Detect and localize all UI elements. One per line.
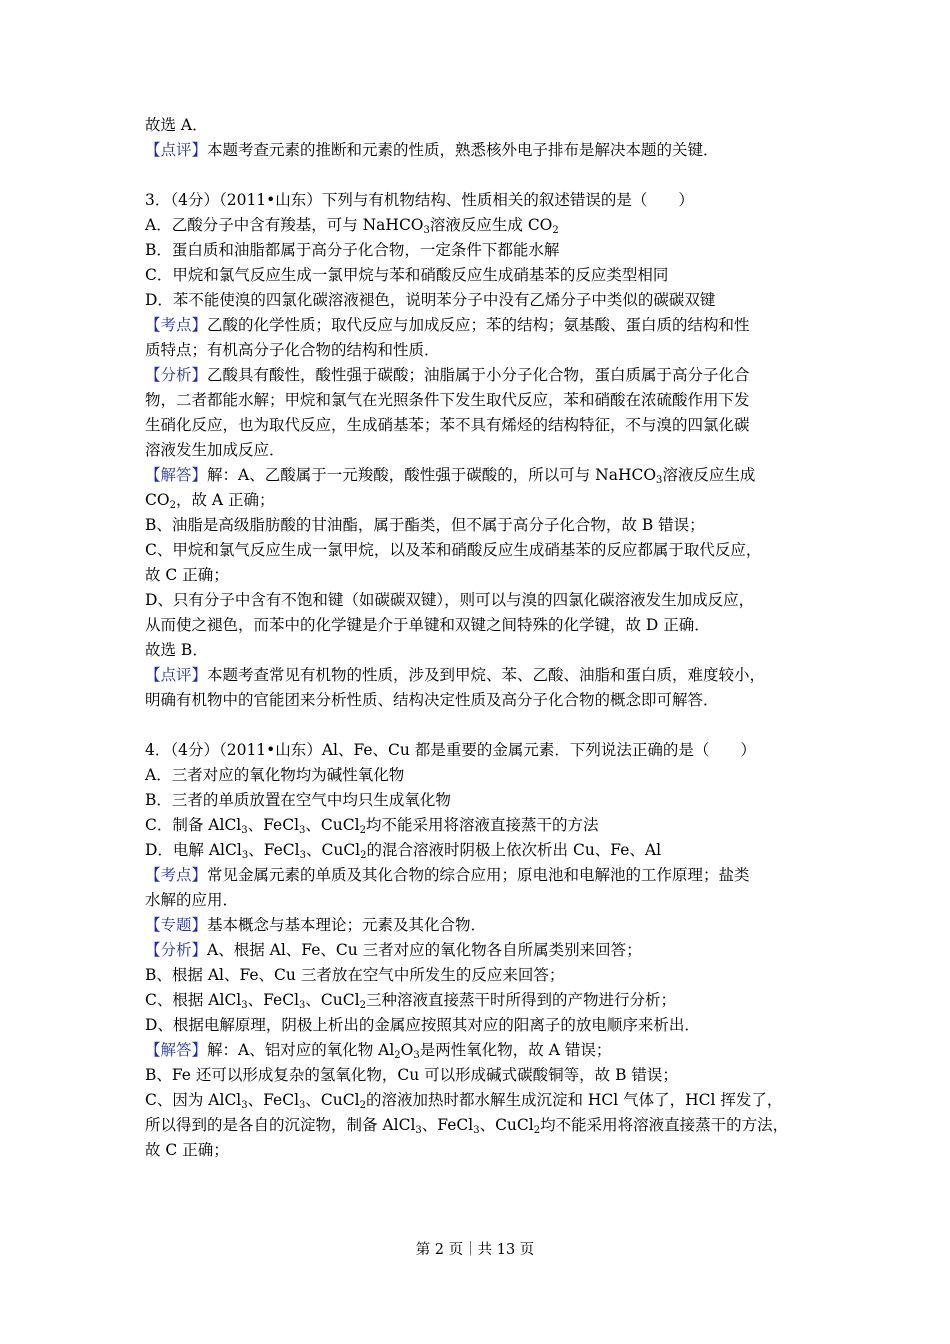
q4-jieda-cont: B、Fe 还可以形成复杂的氢氧化物，Cu 可以形成碱式碳酸铜等，故 B 错误；	[145, 1066, 678, 1084]
q4-option-d: D．电解 AlCl$_3$、FeCl$_3$、CuCl$_2$的混合溶液时阴极上依次析出 Cu、Fe、Al	[145, 841, 662, 861]
q4-kaodian: 【考点】常见金属元素的单质及其化合物的综合应用；原电池和电解池的工作原理；盐类	[145, 866, 750, 884]
q3-fenxi: 【分析】乙酸具有酸性，酸性强于碳酸；油脂属于小分子化合物，蛋白质属于高分子化合	[145, 366, 750, 384]
q3-answer: 故选 B．	[145, 641, 208, 659]
q3-kaodian: 【考点】乙酸的化学性质；取代反应与加成反应；苯的结构；氨基酸、蛋白质的结构和性	[145, 316, 750, 334]
q3-fenxi-cont: 溶液发生加成反应．	[145, 441, 285, 459]
q3-jieda-cont: C、甲烷和氯气反应生成一氯甲烷，以及苯和硝酸反应生成硝基苯的反应都属于取代反应，	[145, 541, 762, 559]
q4-jieda: 【解答】解：A、铝对应的氧化物 $Al_2O_3$是两性氧化物，故 A 错误；	[145, 1041, 612, 1061]
comment-line: 【点评】本题考查元素的推断和元素的性质，熟悉核外电子排布是解决本题的关键．	[145, 141, 719, 159]
tag-jieda: 【解答】	[145, 466, 208, 484]
q3-kaodian-cont: 质特点；有机高分子化合物的结构和性质．	[145, 341, 440, 359]
q4-fenxi-cont: D、根据电解原理，阴极上析出的金属应按照其对应的阳离子的放电顺序来析出．	[145, 1016, 700, 1034]
q4-option-a: A．三者对应的氧化物均为碱性氧化物	[145, 766, 405, 784]
q3-option-c: C．甲烷和氯气反应生成一氯甲烷与苯和硝酸反应生成硝基苯的反应类型相同	[145, 266, 669, 284]
tag-dianping: 【点评】	[145, 141, 208, 159]
q3-option-b: B．蛋白质和油脂都属于高分子化合物，一定条件下都能水解	[145, 241, 560, 259]
q3-jieda-cont: 从而使之褪色，而苯中的化学键是介于单键和双键之间特殊的化学键，故 D 正确．	[145, 616, 710, 634]
q3-dianping-cont: 明确有机物中的官能团来分析性质、结构决定性质及高分子化合物的概念即可解答．	[145, 691, 719, 709]
q3-option-d: D．苯不能使溴的四氯化碳溶液褪色，说明苯分子中没有乙烯分子中类似的碳碳双键	[145, 291, 716, 309]
q4-fenxi-cont: B、根据 Al、Fe、Cu 三者放在空气中所发生的反应来回答；	[145, 966, 565, 984]
q4-kaodian-cont: 水解的应用．	[145, 891, 239, 909]
document-page	[145, 113, 815, 1163]
tag-fenxi: 【分析】	[145, 366, 208, 384]
q4-fenxi-cont: C、根据 AlCl$_3$、FeCl$_3$、CuCl$_2$三种溶液直接蒸干时所得到的产物进行分析；	[145, 991, 676, 1011]
q4-jieda-cont: 故 C 正确；	[145, 1141, 229, 1159]
spacer	[145, 163, 815, 188]
q3-fenxi-cont: 物，二者都能水解；甲烷和氯气在光照条件下发生取代反应，苯和硝酸在浓硫酸作用下发	[145, 391, 750, 409]
tag-kaodian: 【考点】	[145, 866, 208, 884]
q3-stem: 3．（4分）（2011•山东）下列与有机物结构、性质相关的叙述错误的是（ ）	[145, 191, 694, 209]
q3-jieda: 【解答】解：A、乙酸属于一元羧酸，酸性强于碳酸的，所以可与 NaHCO$_3$溶液反应生成	[145, 466, 756, 486]
q3-jieda-cont: B、油脂是高级脂肪酸的甘油酯，属于酯类，但不属于高分子化合物，故 B 错误；	[145, 516, 705, 534]
q4-option-c: C．制备 AlCl$_3$、FeCl$_3$、CuCl$_2$均不能采用将溶液直接蒸干的方法	[145, 816, 599, 836]
q4-zhuanti: 【专题】基本概念与基本理论；元素及其化合物．	[145, 916, 487, 934]
q3-option-a: A．乙酸分子中含有羧基，可与 NaHCO$_3$溶液反应生成 $CO_2$	[145, 216, 559, 236]
tag-fenxi: 【分析】	[145, 941, 208, 959]
page-footer	[0, 1240, 950, 1260]
q3-jieda-cont: 故 C 正确；	[145, 566, 229, 584]
q4-fenxi: 【分析】A、根据 Al、Fe、Cu 三者对应的氧化物各自所属类别来回答；	[145, 941, 642, 959]
q3-jieda-cont: $CO_2$，故 A 正确；	[145, 491, 275, 511]
q4-jieda-cont: C、因为 AlCl$_3$、FeCl$_3$、CuCl$_2$的溶液加热时都水解生成沉淀和 HCl 气体了，HCl 挥发了，	[145, 1091, 783, 1111]
q3-fenxi-cont: 生硝化反应，也为取代反应，生成硝基苯；苯不具有烯烃的结构特征，不与溴的四氯化碳	[145, 416, 750, 434]
tag-jieda: 【解答】	[145, 1041, 208, 1059]
answer-line: 故选 A．	[145, 116, 208, 134]
q3-jieda-cont: D、只有分子中含有不饱和键（如碳碳双键），则可以与溴的四氯化碳溶液发生加成反应，	[145, 591, 755, 609]
q3-dianping: 【点评】本题考查常见有机物的性质，涉及到甲烷、苯、乙酸、油脂和蛋白质，难度较小，	[145, 666, 766, 684]
tag-zhuanti: 【专题】	[145, 916, 208, 934]
tag-dianping: 【点评】	[145, 666, 208, 684]
q4-option-b: B．三者的单质放置在空气中均只生成氧化物	[145, 791, 451, 809]
q4-jieda-cont: 所以得到的是各自的沉淀物，制备 AlCl$_3$、FeCl$_3$、CuCl$_2$均不能采用将溶液直接蒸干的方法，	[145, 1116, 789, 1136]
tag-kaodian: 【考点】	[145, 316, 208, 334]
spacer	[145, 713, 815, 738]
q4-stem: 4．（4分）（2011•山东）Al、Fe、Cu 都是重要的金属元素．下列说法正确的是（ ）	[145, 741, 756, 759]
page-number: 第 2 页｜共 13 页	[415, 1242, 535, 1258]
